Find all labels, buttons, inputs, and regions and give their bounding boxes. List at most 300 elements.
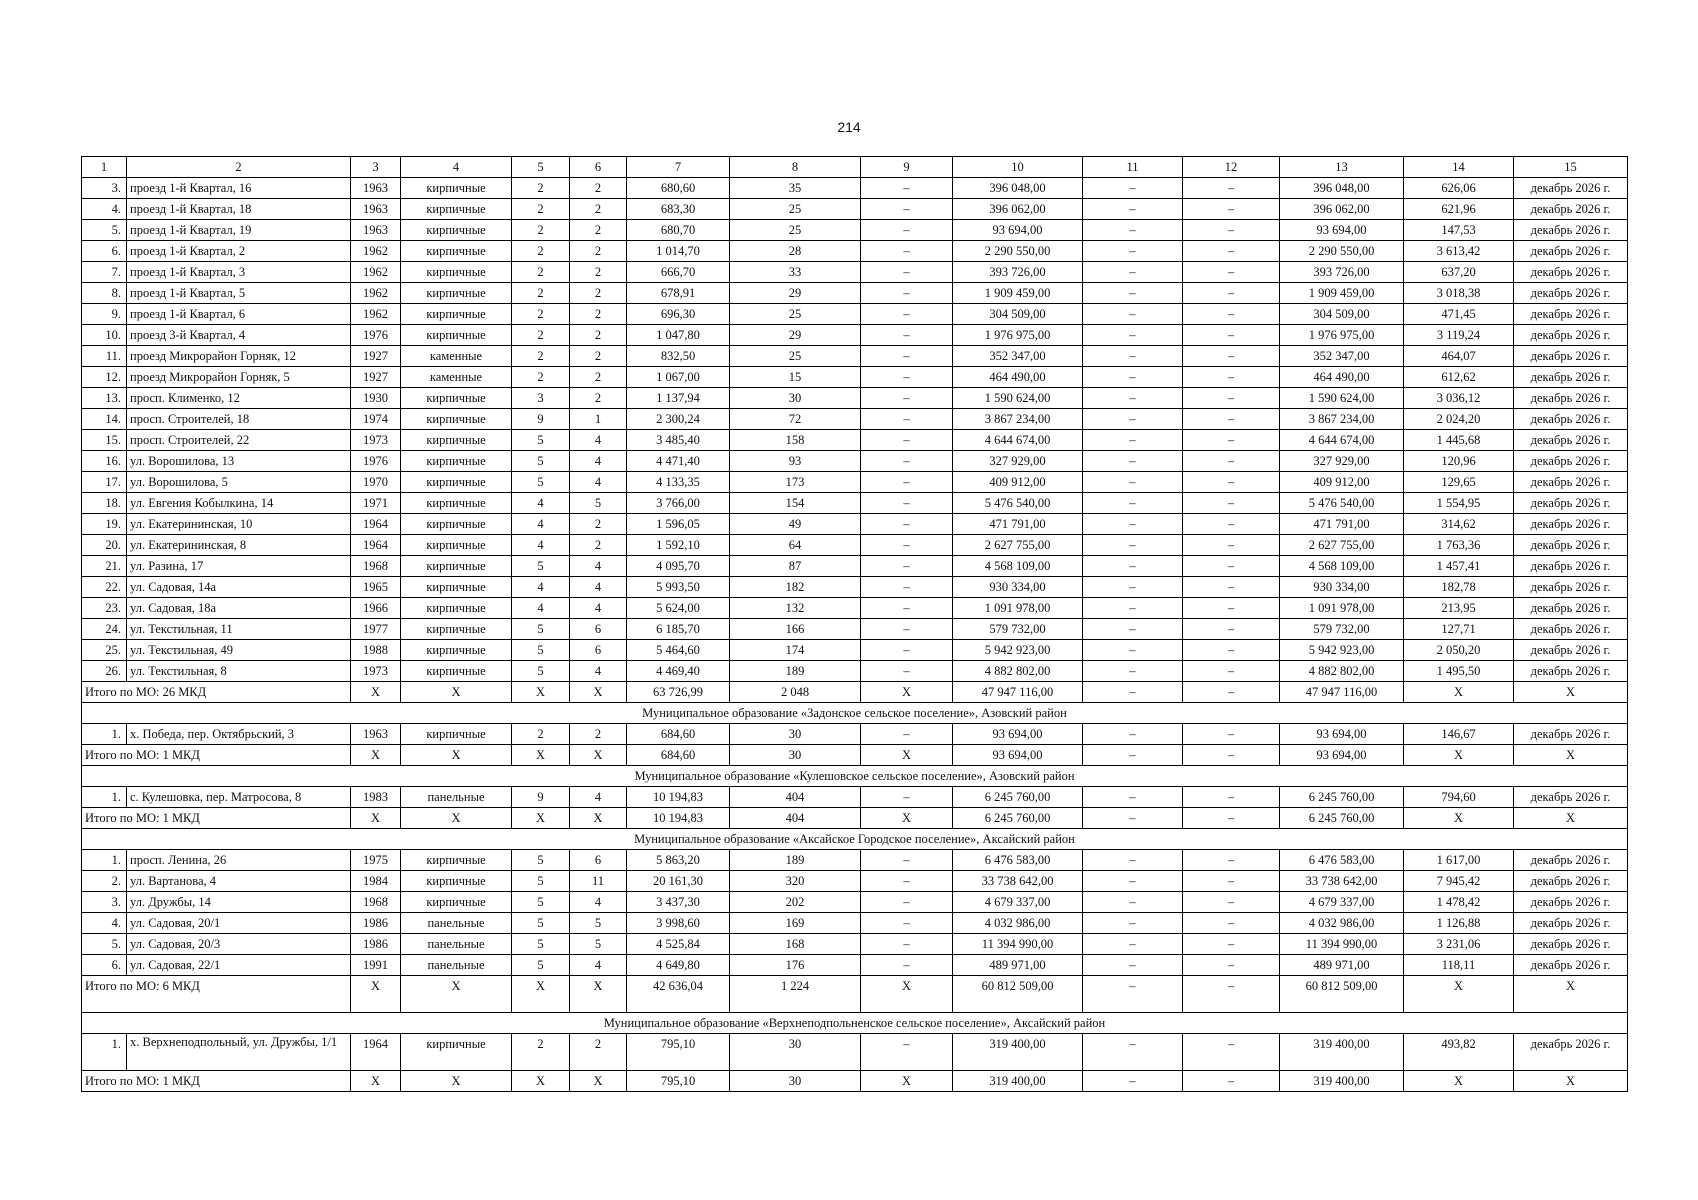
cell-col-12: – [1183,619,1280,640]
cell-col-2: проезд 1-й Квартал, 3 [127,262,351,283]
cell-col-11: – [1083,724,1183,745]
cell-col-15: декабрь 2026 г. [1514,955,1628,976]
cell-col-10: 1 590 624,00 [953,388,1083,409]
total-label: Итого по МО: 26 МКД [82,682,351,703]
cell-col-8: 25 [730,199,861,220]
cell-col-13: 33 738 642,00 [1280,871,1404,892]
cell-col-11: – [1083,955,1183,976]
cell-col-10: 4 032 986,00 [953,913,1083,934]
cell-col-7: 666,70 [627,262,730,283]
cell-col-15: декабрь 2026 г. [1514,661,1628,682]
cell-col-13: 4 032 986,00 [1280,913,1404,934]
cell-col-4: панельные [401,787,512,808]
cell-col-1: 2. [82,871,127,892]
cell-col-13: 579 732,00 [1280,619,1404,640]
cell-col-3: 1983 [351,787,401,808]
cell-col-8: 169 [730,913,861,934]
cell-col-3: 1927 [351,367,401,388]
cell-col-2: проезд Микрорайон Горняк, 5 [127,367,351,388]
cell-col-7: 4 525,84 [627,934,730,955]
cell-col-12: – [1183,241,1280,262]
cell-col-9: – [861,472,953,493]
cell-col-13: 93 694,00 [1280,220,1404,241]
total-col-5: X [512,682,570,703]
cell-col-3: 1986 [351,913,401,934]
cell-col-9: – [861,724,953,745]
total-col-6: X [570,1071,627,1092]
cell-col-10: 393 726,00 [953,262,1083,283]
cell-col-5: 5 [512,661,570,682]
total-col-10: 93 694,00 [953,745,1083,766]
cell-col-12: – [1183,514,1280,535]
cell-col-15: декабрь 2026 г. [1514,241,1628,262]
cell-col-10: 4 568 109,00 [953,556,1083,577]
total-col-13: 319 400,00 [1280,1071,1404,1092]
cell-col-3: 1977 [351,619,401,640]
total-col-14: X [1404,976,1514,1013]
cell-col-13: 5 476 540,00 [1280,493,1404,514]
cell-col-12: – [1183,409,1280,430]
cell-col-11: – [1083,640,1183,661]
cell-col-11: – [1083,178,1183,199]
cell-col-5: 2 [512,367,570,388]
cell-col-12: – [1183,367,1280,388]
cell-col-10: 33 738 642,00 [953,871,1083,892]
cell-col-2: проезд 3-й Квартал, 4 [127,325,351,346]
cell-col-8: 404 [730,787,861,808]
total-label: Итого по МО: 6 МКД [82,976,351,1013]
table-row [82,409,1628,430]
total-col-6: X [570,976,627,1013]
total-col-7: 795,10 [627,1071,730,1092]
cell-col-3: 1968 [351,892,401,913]
cell-col-12: – [1183,220,1280,241]
cell-col-10: 6 476 583,00 [953,850,1083,871]
section-title: Муниципальное образование «Кулешовское сельское поселение», Азовский район [82,766,1628,787]
cell-col-12: – [1183,388,1280,409]
cell-col-1: 19. [82,514,127,535]
total-col-15: X [1514,745,1628,766]
cell-col-9: – [861,934,953,955]
cell-col-13: 5 942 923,00 [1280,640,1404,661]
total-label: Итого по МО: 1 МКД [82,745,351,766]
cell-col-4: кирпичные [401,619,512,640]
total-col-12: – [1183,976,1280,1013]
cell-col-10: 93 694,00 [953,724,1083,745]
cell-col-4: кирпичные [401,871,512,892]
cell-col-4: кирпичные [401,493,512,514]
cell-col-10: 2 627 755,00 [953,535,1083,556]
cell-col-12: – [1183,724,1280,745]
table-row [82,577,1628,598]
cell-col-5: 5 [512,619,570,640]
total-col-8: 30 [730,745,861,766]
total-col-8: 30 [730,1071,861,1092]
cell-col-6: 2 [570,514,627,535]
cell-col-14: 127,71 [1404,619,1514,640]
cell-col-2: проезд 1-й Квартал, 19 [127,220,351,241]
cell-col-11: – [1083,514,1183,535]
column-header-12: 12 [1183,157,1280,178]
cell-col-7: 1 596,05 [627,514,730,535]
cell-col-15: декабрь 2026 г. [1514,535,1628,556]
cell-col-10: 1 976 975,00 [953,325,1083,346]
cell-col-9: – [861,283,953,304]
cell-col-8: 49 [730,514,861,535]
cell-col-4: кирпичные [401,556,512,577]
cell-col-10: 930 334,00 [953,577,1083,598]
table-row [82,262,1628,283]
cell-col-7: 5 464,60 [627,640,730,661]
cell-col-8: 25 [730,346,861,367]
cell-col-8: 93 [730,451,861,472]
cell-col-9: – [861,367,953,388]
cell-col-13: 2 627 755,00 [1280,535,1404,556]
cell-col-1: 14. [82,409,127,430]
table-row [82,913,1628,934]
cell-col-15: декабрь 2026 г. [1514,619,1628,640]
cell-col-11: – [1083,199,1183,220]
cell-col-1: 23. [82,598,127,619]
total-col-3: X [351,808,401,829]
cell-col-9: – [861,892,953,913]
cell-col-11: – [1083,304,1183,325]
cell-col-5: 4 [512,577,570,598]
cell-col-9: – [861,388,953,409]
total-col-3: X [351,745,401,766]
cell-col-1: 22. [82,577,127,598]
cell-col-12: – [1183,661,1280,682]
cell-col-4: кирпичные [401,430,512,451]
cell-col-10: 1 091 978,00 [953,598,1083,619]
cell-col-5: 5 [512,556,570,577]
cell-col-2: ул. Текстильная, 11 [127,619,351,640]
cell-col-6: 4 [570,661,627,682]
cell-col-14: 1 478,42 [1404,892,1514,913]
cell-col-2: ул. Ворошилова, 13 [127,451,351,472]
cell-col-12: – [1183,493,1280,514]
cell-col-9: – [861,640,953,661]
cell-col-10: 4 882 802,00 [953,661,1083,682]
cell-col-9: – [861,1034,953,1071]
column-header-2: 2 [127,157,351,178]
cell-col-7: 2 300,24 [627,409,730,430]
cell-col-8: 166 [730,619,861,640]
table-row [82,283,1628,304]
cell-col-11: – [1083,325,1183,346]
cell-col-1: 10. [82,325,127,346]
cell-col-2: ул. Дружбы, 14 [127,892,351,913]
column-header-3: 3 [351,157,401,178]
cell-col-6: 4 [570,955,627,976]
cell-col-5: 4 [512,535,570,556]
cell-col-8: 87 [730,556,861,577]
cell-col-14: 794,60 [1404,787,1514,808]
cell-col-9: – [861,346,953,367]
cell-col-4: кирпичные [401,178,512,199]
cell-col-12: – [1183,346,1280,367]
cell-col-15: декабрь 2026 г. [1514,514,1628,535]
cell-col-7: 1 137,94 [627,388,730,409]
cell-col-9: – [861,514,953,535]
total-col-5: X [512,808,570,829]
cell-col-13: 2 290 550,00 [1280,241,1404,262]
cell-col-7: 3 437,30 [627,892,730,913]
cell-col-5: 5 [512,451,570,472]
cell-col-9: – [861,598,953,619]
column-header-11: 11 [1083,157,1183,178]
cell-col-5: 2 [512,199,570,220]
cell-col-8: 202 [730,892,861,913]
section-title: Муниципальное образование «Задонское сельское поселение», Азовский район [82,703,1628,724]
cell-col-3: 1927 [351,346,401,367]
cell-col-2: ул. Екатерининская, 8 [127,535,351,556]
cell-col-9: – [861,661,953,682]
cell-col-3: 1966 [351,598,401,619]
cell-col-3: 1976 [351,325,401,346]
cell-col-7: 10 194,83 [627,787,730,808]
cell-col-1: 1. [82,724,127,745]
cell-col-12: – [1183,892,1280,913]
cell-col-4: каменные [401,367,512,388]
cell-col-11: – [1083,262,1183,283]
cell-col-9: – [861,913,953,934]
cell-col-9: – [861,241,953,262]
table-row [82,871,1628,892]
cell-col-4: кирпичные [401,409,512,430]
cell-col-1: 15. [82,430,127,451]
cell-col-8: 28 [730,241,861,262]
table-row [82,1034,1628,1071]
total-col-7: 10 194,83 [627,808,730,829]
cell-col-15: декабрь 2026 г. [1514,892,1628,913]
cell-col-4: кирпичные [401,598,512,619]
cell-col-11: – [1083,472,1183,493]
cell-col-10: 489 971,00 [953,955,1083,976]
cell-col-10: 327 929,00 [953,451,1083,472]
cell-col-3: 1968 [351,556,401,577]
cell-col-10: 352 347,00 [953,346,1083,367]
municipality-section-title [82,829,1628,850]
cell-col-10: 396 048,00 [953,178,1083,199]
cell-col-1: 3. [82,178,127,199]
cell-col-4: кирпичные [401,451,512,472]
cell-col-10: 5 942 923,00 [953,640,1083,661]
cell-col-15: декабрь 2026 г. [1514,850,1628,871]
cell-col-2: просп. Клименко, 12 [127,388,351,409]
total-col-4: X [401,976,512,1013]
total-col-7: 42 636,04 [627,976,730,1013]
cell-col-14: 3 231,06 [1404,934,1514,955]
cell-col-14: 146,67 [1404,724,1514,745]
cell-col-13: 4 568 109,00 [1280,556,1404,577]
cell-col-9: – [861,619,953,640]
cell-col-4: кирпичные [401,472,512,493]
cell-col-9: – [861,430,953,451]
cell-col-1: 4. [82,199,127,220]
cell-col-1: 1. [82,787,127,808]
cell-col-2: ул. Садовая, 14а [127,577,351,598]
total-col-3: X [351,682,401,703]
cell-col-2: ул. Ворошилова, 5 [127,472,351,493]
column-header-10: 10 [953,157,1083,178]
cell-col-8: 174 [730,640,861,661]
cell-col-13: 409 912,00 [1280,472,1404,493]
cell-col-6: 2 [570,199,627,220]
cell-col-7: 1 592,10 [627,535,730,556]
total-col-12: – [1183,682,1280,703]
cell-col-4: кирпичные [401,241,512,262]
cell-col-8: 173 [730,472,861,493]
cell-col-15: декабрь 2026 г. [1514,346,1628,367]
cell-col-6: 2 [570,220,627,241]
cell-col-1: 5. [82,220,127,241]
cell-col-3: 1962 [351,262,401,283]
cell-col-8: 176 [730,955,861,976]
cell-col-5: 5 [512,934,570,955]
cell-col-9: – [861,451,953,472]
table-row [82,955,1628,976]
cell-col-8: 320 [730,871,861,892]
table-row [82,346,1628,367]
cell-col-4: кирпичные [401,661,512,682]
cell-col-1: 9. [82,304,127,325]
cell-col-13: 930 334,00 [1280,577,1404,598]
cell-col-6: 2 [570,535,627,556]
cell-col-9: – [861,955,953,976]
cell-col-11: – [1083,409,1183,430]
column-number-header [82,157,1628,178]
cell-col-10: 4 644 674,00 [953,430,1083,451]
cell-col-4: кирпичные [401,535,512,556]
column-header-13: 13 [1280,157,1404,178]
cell-col-6: 2 [570,724,627,745]
cell-col-3: 1964 [351,535,401,556]
cell-col-9: – [861,220,953,241]
cell-col-10: 2 290 550,00 [953,241,1083,262]
cell-col-13: 393 726,00 [1280,262,1404,283]
cell-col-13: 3 867 234,00 [1280,409,1404,430]
cell-col-3: 1930 [351,388,401,409]
cell-col-15: декабрь 2026 г. [1514,493,1628,514]
cell-col-9: – [861,871,953,892]
table-row [82,199,1628,220]
cell-col-15: декабрь 2026 г. [1514,262,1628,283]
cell-col-4: кирпичные [401,850,512,871]
cell-col-12: – [1183,640,1280,661]
cell-col-8: 189 [730,850,861,871]
total-col-15: X [1514,682,1628,703]
column-header-5: 5 [512,157,570,178]
cell-col-3: 1988 [351,640,401,661]
cell-col-10: 579 732,00 [953,619,1083,640]
cell-col-9: – [861,409,953,430]
total-col-15: X [1514,808,1628,829]
total-col-5: X [512,976,570,1013]
cell-col-6: 11 [570,871,627,892]
cell-col-2: просп. Строителей, 22 [127,430,351,451]
cell-col-9: – [861,199,953,220]
cell-col-6: 1 [570,409,627,430]
cell-col-4: панельные [401,934,512,955]
cell-col-2: ул. Текстильная, 49 [127,640,351,661]
total-row [82,682,1628,703]
cell-col-5: 5 [512,913,570,934]
cell-col-8: 29 [730,325,861,346]
cell-col-8: 64 [730,535,861,556]
cell-col-2: проезд 1-й Квартал, 18 [127,199,351,220]
cell-col-9: – [861,493,953,514]
column-header-1: 1 [82,157,127,178]
total-col-13: 93 694,00 [1280,745,1404,766]
cell-col-14: 129,65 [1404,472,1514,493]
table-row [82,619,1628,640]
cell-col-2: ул. Вартанова, 4 [127,871,351,892]
cell-col-6: 4 [570,598,627,619]
cell-col-7: 680,70 [627,220,730,241]
cell-col-7: 680,60 [627,178,730,199]
total-col-3: X [351,976,401,1013]
cell-col-1: 13. [82,388,127,409]
cell-col-7: 1 047,80 [627,325,730,346]
cell-col-1: 21. [82,556,127,577]
cell-col-5: 9 [512,409,570,430]
cell-col-11: – [1083,556,1183,577]
cell-col-13: 4 644 674,00 [1280,430,1404,451]
cell-col-1: 26. [82,661,127,682]
cell-col-6: 5 [570,493,627,514]
cell-col-12: – [1183,787,1280,808]
table-row [82,178,1628,199]
total-col-12: – [1183,808,1280,829]
cell-col-13: 327 929,00 [1280,451,1404,472]
cell-col-12: – [1183,535,1280,556]
cell-col-2: х. Победа, пер. Октябрьский, 3 [127,724,351,745]
total-col-9: X [861,745,953,766]
column-header-15: 15 [1514,157,1628,178]
cell-col-11: – [1083,661,1183,682]
cell-col-2: ул. Садовая, 18а [127,598,351,619]
cell-col-5: 5 [512,871,570,892]
cell-col-14: 3 613,42 [1404,241,1514,262]
cell-col-12: – [1183,850,1280,871]
cell-col-2: ул. Садовая, 20/1 [127,913,351,934]
cell-col-13: 489 971,00 [1280,955,1404,976]
cell-col-11: – [1083,367,1183,388]
cell-col-2: проезд 1-й Квартал, 16 [127,178,351,199]
table-row [82,892,1628,913]
total-col-11: – [1083,1071,1183,1092]
cell-col-7: 684,60 [627,724,730,745]
table-row [82,325,1628,346]
cell-col-15: декабрь 2026 г. [1514,451,1628,472]
cell-col-12: – [1183,451,1280,472]
total-row [82,976,1628,1013]
cell-col-5: 3 [512,388,570,409]
cell-col-10: 5 476 540,00 [953,493,1083,514]
cell-col-14: 3 119,24 [1404,325,1514,346]
cell-col-14: 118,11 [1404,955,1514,976]
cell-col-2: просп. Строителей, 18 [127,409,351,430]
cell-col-4: кирпичные [401,892,512,913]
municipality-section-title [82,703,1628,724]
cell-col-14: 2 050,20 [1404,640,1514,661]
cell-col-5: 5 [512,430,570,451]
cell-col-5: 2 [512,325,570,346]
cell-col-2: ул. Текстильная, 8 [127,661,351,682]
cell-col-10: 471 791,00 [953,514,1083,535]
cell-col-2: ул. Садовая, 20/3 [127,934,351,955]
